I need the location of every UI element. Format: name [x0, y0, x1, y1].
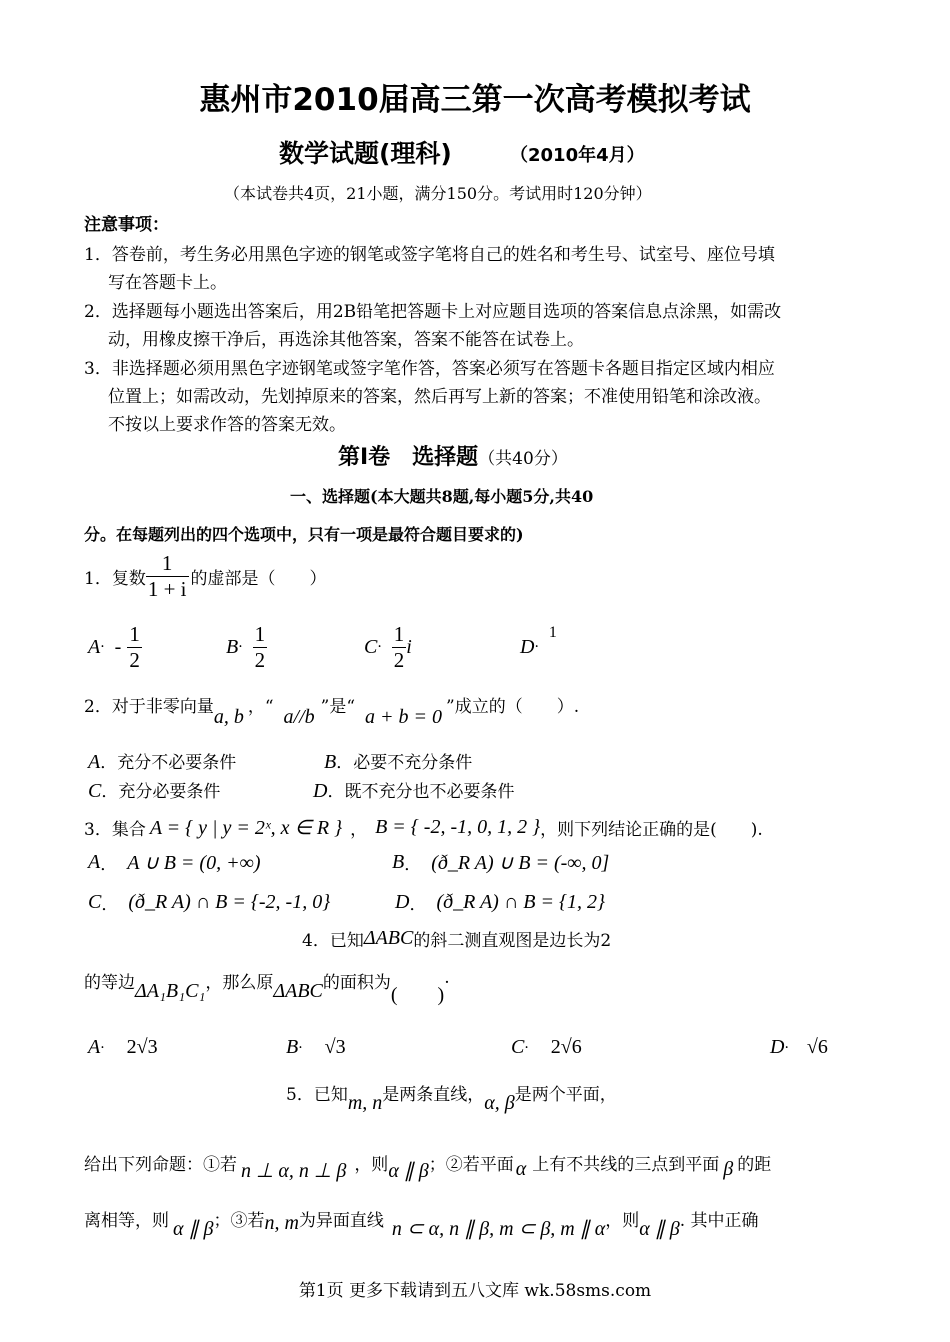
- q5-line2: [84, 1150, 771, 1190]
- question-2: [84, 692, 579, 732]
- notice-item-2-cont: 动，用橡皮擦干净后，再选涂其他答案，答案不能答在试卷上。: [108, 330, 584, 350]
- q5-line2-c: 上有不共线的三点到平面: [532, 1155, 720, 1175]
- part1-heading-main: 第Ⅰ卷 选择题: [338, 445, 479, 470]
- q2-option-c: C．充分必要条件: [88, 780, 221, 802]
- q4-option-b: B · √3: [286, 1036, 346, 1058]
- part1-heading: [338, 440, 568, 471]
- q5-result-2: α ∥ β: [173, 1218, 214, 1240]
- q1-option-c-tail: i: [406, 635, 412, 658]
- q4-triangle-1: ΔA₁B₁C₁: [135, 980, 206, 1002]
- q3-option-c: C ． (ð_R A) ∩ B = {-2, -1, 0}: [88, 891, 331, 915]
- q5-line2-a: 给出下列命题：①若: [84, 1155, 237, 1175]
- q4-line2-prefix: 的等边: [84, 973, 135, 993]
- q1-option-d: D · 1: [520, 624, 557, 658]
- q3-option-c-text: (ð_R A) ∩ B = {-2, -1, 0}: [128, 891, 331, 913]
- q4-option-a: A · 2√3: [88, 1036, 158, 1058]
- q4-triangle: ΔABC: [363, 927, 414, 949]
- q1-option-a-label: A: [88, 635, 101, 658]
- q3-set-a: A = { y | y = 2ˣ, x ∈ R }: [149, 816, 343, 839]
- notice-heading: 注意事项：: [84, 215, 169, 235]
- part1-heading-score: （共40分）: [478, 449, 568, 469]
- q5-line3-a: 离相等，则: [84, 1211, 169, 1231]
- q1-option-c-frac: [392, 622, 407, 673]
- q1-option-b: B · $\frac{1}{2}$: [226, 621, 266, 672]
- q4-line2-suffix: 的面积为: [322, 973, 391, 993]
- q2-option-c-text: 充分必要条件: [118, 782, 221, 802]
- exam-info: （本试卷共4页，21小题，满分150分。考试用时120分钟）: [224, 184, 652, 203]
- q5-line2-b: ；②若平面: [428, 1155, 514, 1175]
- q5-prefix: 5．已知: [286, 1085, 348, 1105]
- q4-line2: 的等边 ΔA₁B₁C₁ ，那么原 ΔABC 的面积为 ( ) .: [84, 968, 450, 1006]
- q5-result-3: α ∥ β: [639, 1218, 680, 1240]
- q2-sep1: ，“: [247, 697, 274, 717]
- q2-cond1: a//b: [283, 706, 315, 728]
- notice-item-3-cont2: 不按以上要求作答的答案无效。: [108, 415, 346, 435]
- q4-mid: 的斜二测直观图是边长为2: [413, 931, 612, 951]
- q5-line3-b: ；③若: [213, 1211, 265, 1231]
- q4-triangle-2: ΔABC: [273, 980, 323, 1002]
- q4-option-c-text: 2√6: [550, 1036, 582, 1058]
- q5-mid-1: 是两条直线，: [382, 1085, 485, 1105]
- q5-beta: β: [723, 1158, 734, 1180]
- q3-option-a-text: A ∪ B = (0, +∞): [127, 852, 261, 874]
- q1-frac-den: 1 + i: [147, 576, 187, 601]
- q5-line2-d: 的距: [737, 1155, 772, 1175]
- q5-mid-2: 是两个平面，: [514, 1085, 617, 1105]
- q5-line3-e: . 其中正确: [679, 1211, 759, 1231]
- q2-prefix: 2．对于非零向量: [84, 697, 214, 717]
- q1-option-b-label: B: [226, 635, 239, 658]
- sub-title: 数学试题(理科): [279, 139, 452, 168]
- notice-item-2: 2．选择题每小题选出答案后，用2B铅笔把答题卡上对应题目选项的答案信息点涂黑，如需改: [84, 302, 782, 322]
- page-footer: 第1页 更多下载请到五八文库 wk.58sms.com: [298, 1281, 652, 1301]
- q5-cond-3: n ⊂ α, n ∥ β, m ⊂ β, m ∥ α: [391, 1218, 606, 1240]
- q3-option-b: B ． (ð_R A) ∪ B = (-∞, 0]: [392, 851, 610, 875]
- q1-option-d-value: 1: [548, 624, 557, 641]
- q4-option-a-text: 2√3: [126, 1036, 158, 1058]
- q1-option-b-num: 1: [254, 621, 266, 646]
- q4-option-d-text: √6: [806, 1036, 828, 1058]
- q2-vars: a, b: [213, 706, 244, 728]
- notice-item-1: 1．答卷前，考生务必用黑色字迹的钢笔或签字笔将自己的姓名和考生号、试室号、座位号填: [84, 245, 775, 265]
- q1-suffix: 的虚部是（ ）: [190, 568, 327, 589]
- q1-option-a-sign: -: [114, 635, 122, 658]
- q1-fraction: [146, 551, 189, 602]
- section-intro-line2: 分。在每题列出的四个选项中，只有一项是最符合题目要求的): [84, 525, 524, 544]
- question-5: [286, 1080, 617, 1120]
- q2-option-a-text: 充分不必要条件: [117, 753, 237, 773]
- q1-option-c: C · $\frac{1}{2}$ i: [364, 621, 412, 672]
- q1-option-a-den: 2: [129, 647, 140, 672]
- q5-vars-3: n, m: [264, 1212, 299, 1234]
- q1-frac-num: 1: [161, 550, 173, 575]
- q2-option-b: B．必要不充分条件: [324, 751, 473, 773]
- q4-line2-mid: ，那么原: [205, 973, 274, 993]
- q3-set-b: B = { -2, -1, 0, 1, 2 }: [375, 815, 541, 838]
- q1-prefix: 1．复数: [84, 568, 146, 589]
- notice-item-3: 3．非选择题必须用黑色字迹钢笔或签字笔作答，答案必须写在答题卡各题目指定区域内相应: [84, 359, 775, 379]
- q5-cond-1: n ⊥ α, n ⊥ β: [241, 1160, 347, 1182]
- q4-option-c: C · 2√6: [511, 1036, 582, 1058]
- q4-prefix: 4．已知: [302, 931, 364, 951]
- exam-date: （2010年4月）: [510, 145, 645, 166]
- q4-paren: ( ): [390, 984, 445, 1006]
- q4-option-b-text: √3: [324, 1036, 346, 1058]
- question-3: 3．集合 A = { y | y = 2ˣ, x ∈ R } ， B = { -2, -1, 0, 1, 2 } ，则下列结论正确的是( ).: [84, 815, 763, 840]
- q3-option-d: D ． (ð_R A) ∩ B = {1, 2}: [395, 891, 605, 915]
- question-1: [84, 548, 327, 604]
- q2-option-d-text: 既不充分也不必要条件: [344, 782, 515, 802]
- main-title: 惠州市2010届高三第一次高考模拟考试: [199, 82, 751, 118]
- q1-option-d-label: D: [520, 635, 535, 658]
- q1-option-a-frac: [127, 622, 142, 673]
- q5-line3: [84, 1206, 759, 1246]
- q5-alpha: α: [515, 1158, 527, 1180]
- q1-option-c-num: 1: [393, 621, 405, 646]
- q1-option-c-den: 2: [393, 647, 405, 672]
- q2-option-a: A．充分不必要条件: [88, 751, 237, 773]
- q1-option-a: A · - $\frac{1}{2}$: [88, 621, 140, 672]
- q2-cond2: a + b = 0: [365, 706, 443, 728]
- q3-option-d-text: (ð_R A) ∩ B = {1, 2}: [436, 891, 605, 913]
- q1-option-a-num: 1: [129, 621, 140, 646]
- q2-suffix: ”成立的（ ）.: [446, 697, 580, 717]
- q3-prefix: 3．集合: [84, 819, 146, 840]
- notice-item-1-cont: 写在答题卡上。: [108, 273, 227, 293]
- q1-option-b-frac: [253, 622, 268, 673]
- q3-option-a: A ． A ∪ B = (0, +∞): [88, 851, 261, 875]
- question-4: [302, 926, 611, 951]
- q5-then-1: ，则: [354, 1155, 389, 1175]
- q5-result-1: α ∥ β: [388, 1160, 429, 1182]
- q2-sep2: ”是“: [320, 697, 356, 717]
- q3-option-b-text: (ð_R A) ∪ B = (-∞, 0]: [431, 852, 610, 874]
- section-intro-line1: 一、选择题(本大题共8题,每小题5分,共40: [290, 487, 594, 506]
- q2-option-d: D．既不充分也不必要条件: [313, 780, 515, 802]
- q5-vars-2: α, β: [484, 1092, 515, 1114]
- q5-line3-c: 为异面直线: [298, 1211, 384, 1231]
- q3-suffix: ，则下列结论正确的是( ).: [540, 819, 763, 840]
- q4-option-d: D · √6: [770, 1036, 828, 1058]
- q5-vars-1: m, n: [347, 1092, 383, 1114]
- q1-option-b-den: 2: [254, 647, 266, 672]
- q1-option-c-label: C: [364, 635, 378, 658]
- q5-line3-d: ，则: [605, 1211, 640, 1231]
- notice-item-3-cont: 位置上；如需改动，先划掉原来的答案，然后再写上新的答案；不准使用铅笔和涂改液。: [108, 387, 771, 407]
- q2-option-b-text: 必要不充分条件: [353, 753, 473, 773]
